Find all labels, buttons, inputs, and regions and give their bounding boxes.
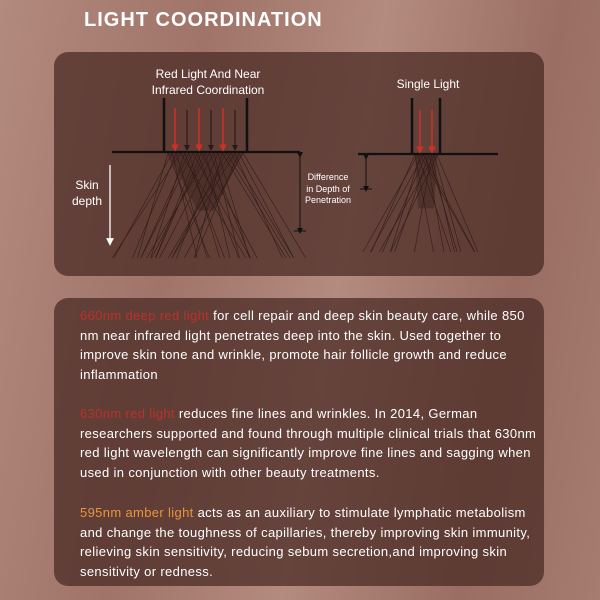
- paragraph-630nm: [80, 404, 540, 482]
- difference-line2: in Depth of: [306, 183, 350, 194]
- light-ray: [231, 153, 294, 258]
- paragraph-660nm-body: for cell repair and deep skin beauty care, while 850 nm near infrared light penetrates deep into the skin. Used together to improve skin tone and wrinkle, promote hair follicle growth and reduce inflammation: [80, 308, 525, 382]
- light-ray: [114, 153, 172, 258]
- skin-label-line1: Skin: [75, 178, 99, 192]
- highlight-595nm: 595nm amber light: [80, 505, 194, 520]
- penetration-cone: [415, 155, 437, 208]
- light-ray: [239, 153, 294, 258]
- light-ray: [112, 153, 180, 258]
- light-ray: [370, 155, 423, 252]
- right-fan-diagram: [358, 98, 498, 252]
- light-ray: [132, 153, 176, 258]
- highlight-630nm: 630nm red light: [80, 406, 175, 421]
- right-diagram-title: Single Light: [396, 77, 460, 91]
- highlight-660nm: 660nm deep red light: [80, 308, 210, 323]
- light-ray: [434, 155, 461, 252]
- light-ray: [371, 155, 415, 252]
- skin-label-line2: depth: [71, 194, 103, 208]
- paragraph-630nm-body: reduces fine lines and wrinkles. In 2014, German researchers supported and found through multiple clinical trials that 630nm red light wavelength can significantly improve fine lines and sagging when used in conjunction with other beauty treatments.: [80, 406, 537, 480]
- light-ray: [363, 155, 418, 252]
- left-fan-diagram: [110, 98, 306, 258]
- page-title: LIGHT COORDINATION: [84, 9, 323, 31]
- left-title-line2: Infrared Coordination: [151, 83, 265, 97]
- difference-line3: Penetration: [304, 195, 352, 205]
- paragraph-660nm: [80, 306, 540, 384]
- paragraph-595nm-body: acts as an auxiliary to stimulate lymphatic metabolism and change the toughness of capillaries, thereby improving skin immunity, relieving skin sensitivity, reducing sebum secretion,and improving skin sensitivity or redness.: [80, 505, 531, 579]
- light-ray: [243, 153, 306, 258]
- difference-line1: Difference: [307, 172, 349, 182]
- left-title-line1: Red Light And Near: [155, 67, 261, 81]
- paragraph-595nm: [80, 503, 540, 581]
- difference-bracket: [294, 155, 306, 231]
